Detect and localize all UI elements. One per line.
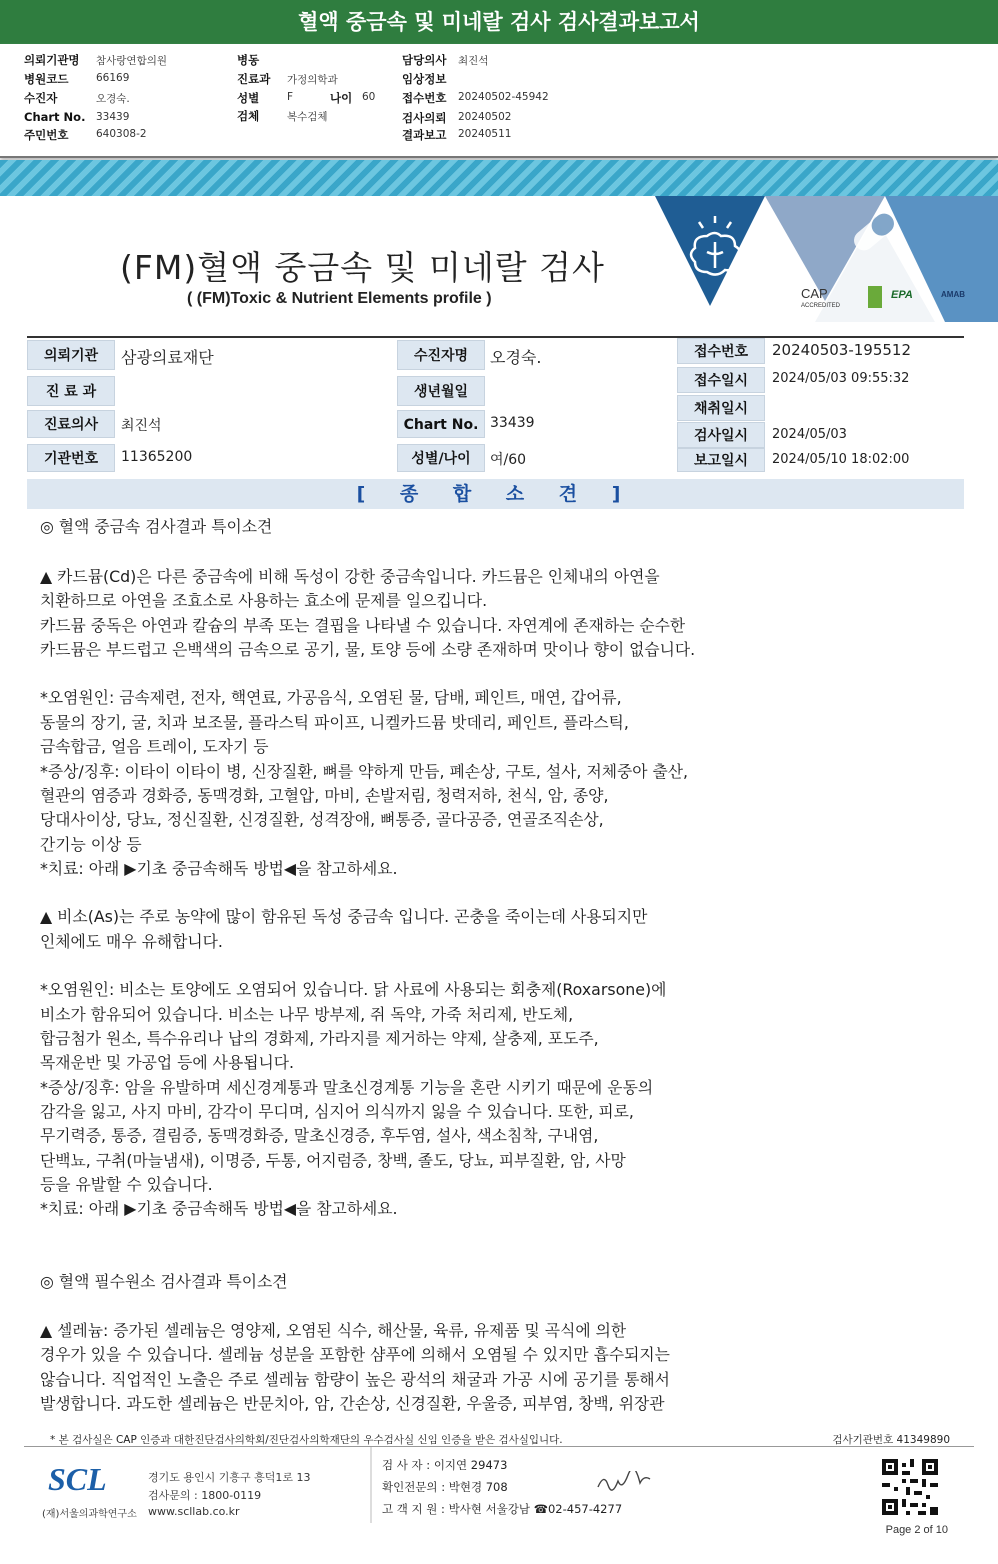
header-value: 복수검체 xyxy=(287,111,328,123)
text-line: 간기능 이상 등 xyxy=(40,835,142,854)
text-line: ▲ 카드뮴(Cd)은 다른 중금속에 비해 독성이 강한 중금속입니다. 카드뮴은 인체내의 아연을 xyxy=(40,567,660,586)
label-sexage: 성별/나이 xyxy=(397,444,485,472)
lab-website: www.scllab.co.kr xyxy=(148,1505,240,1518)
text-line: *치료: 아래 ▶기초 중금속해독 방법◀을 참고하세요. xyxy=(40,859,398,878)
text-line: 비소가 함유되어 있습니다. 비소는 나무 방부제, 쥐 독약, 가죽 처리제, 반도체, xyxy=(40,1005,574,1024)
page-number: Page 2 of 10 xyxy=(885,1524,948,1536)
sexage-value: 여/60 xyxy=(490,452,527,468)
header-label: 주민번호 xyxy=(24,128,69,142)
header-label: 결과보고 xyxy=(402,128,447,142)
header-label: 임상정보 xyxy=(402,72,447,86)
section-heading: ◎ 혈액 필수원소 검사결과 특이소견 xyxy=(40,1272,288,1291)
text-line: 당대사이상, 당뇨, 정신질환, 신경질환, 성격장애, 뼈통증, 골다공증, 연골조직손상, xyxy=(40,810,604,829)
amab-logo: AMAB xyxy=(941,290,965,299)
lab-number: 검사기관번호 41349890 xyxy=(832,1434,950,1446)
text-line: *증상/징후: 이타이 이타이 병, 신장질환, 뼈를 약하게 만듬, 폐손상, 구토, 설사, 저체중아 출산, xyxy=(40,762,689,781)
text-line: 무기력증, 통증, 결림증, 동맥경화증, 말초신경증, 후두염, 설사, 색소침착, 구내염, xyxy=(40,1126,599,1145)
lm-logo xyxy=(868,286,882,308)
header-label: 성별 xyxy=(237,91,260,105)
text-line: 발생합니다. 과도한 셀레늄은 반문치아, 암, 간손상, 신경질환, 우울증, 피부염, 창백, 위장관 xyxy=(40,1394,665,1413)
label-doctor: 진료의사 xyxy=(27,410,115,438)
blue-triangle xyxy=(655,196,765,306)
label-inst-no: 기관번호 xyxy=(27,444,115,472)
qr-code xyxy=(882,1459,938,1515)
text-line: ▲ 셀레늄: 증가된 셀레늄은 영양제, 오염된 식수, 해산물, 육류, 유제품 및 곡식에 의한 xyxy=(40,1321,627,1340)
header-value: 20240502-45942 xyxy=(458,91,549,103)
text-line: 경우가 있을 수 있습니다. 셀레늄 성분을 포함한 샴푸에 의해서 오염될 수 있지만 흡수되지는 xyxy=(40,1345,670,1364)
test-subtitle: ( (FM)Toxic & Nutrient Elements profile ) xyxy=(187,290,492,307)
specialist-info: 확인전문의 : 박현경 708 xyxy=(382,1480,508,1494)
header-label: 나이 xyxy=(330,91,353,105)
text-line: 혈관의 염증과 경화증, 동맥경화, 고혈압, 마비, 손발저림, 청력저하, 천식, 암, 종양, xyxy=(40,786,609,805)
header-label: 검체 xyxy=(237,109,260,123)
header-value: 최진석 xyxy=(458,55,489,67)
scl-logo: SCL xyxy=(48,1461,107,1497)
text-line: *오염원인: 비소는 토양에도 오염되어 있습니다. 닭 사료에 사용되는 회충제(Roxarsone)에 xyxy=(40,980,667,999)
header-value: 66169 xyxy=(96,72,130,84)
header-value: 오경숙. xyxy=(96,93,130,105)
support-info: 고 객 지 원 : 박사현 서울강남 ☎02-457-4277 xyxy=(382,1502,623,1516)
header-value: 가정의학과 xyxy=(287,74,338,86)
header-label: 검사의뢰 xyxy=(402,111,447,125)
header-value: 20240502 xyxy=(458,111,512,123)
label-birth: 생년월일 xyxy=(397,376,485,406)
label-requester: 의뢰기관 xyxy=(27,340,115,370)
test-dt-value: 2024/05/03 xyxy=(772,427,847,442)
text-line: 인체에도 매우 유해합니다. xyxy=(40,932,223,951)
requester-value: 삼광의료재단 xyxy=(121,348,214,367)
header-label: 병원코드 xyxy=(24,72,69,86)
header-label: 병동 xyxy=(237,53,260,67)
patient-value: 오경숙. xyxy=(490,348,542,367)
lab-address: 경기도 용인시 기흥구 흥덕1로 13 xyxy=(148,1471,311,1484)
label-report-dt: 보고일시 xyxy=(677,448,765,472)
footer-notice-row xyxy=(50,1432,950,1447)
chart-value: 33439 xyxy=(490,415,535,431)
text-line: 단백뇨, 구취(마늘냄새), 이명증, 두통, 어지럼증, 창백, 졸도, 당뇨, 피부질환, 암, 사망 xyxy=(40,1151,626,1170)
recv-no-value: 20240503-195512 xyxy=(772,341,912,359)
scl-logo-sub: (재)서울의과학연구소 xyxy=(42,1509,137,1520)
accreditation-notice: * 본 검사실은 CAP 인증과 대한진단검사의학회/진단검사의학재단의 우수검사실 신임 인증을 받은 검사실입니다. xyxy=(50,1434,563,1446)
header-value: 60 xyxy=(362,91,376,103)
header-value: 33439 xyxy=(96,111,130,123)
cap-logo: CAP xyxy=(801,286,828,301)
text-line: ▲ 비소(As)는 주로 농약에 많이 함유된 독성 중금속 입니다. 곤충을 죽이는데 사용되지만 xyxy=(40,907,648,926)
text-line: 목재운반 및 가공업 등에 사용됩니다. xyxy=(40,1053,295,1072)
doctor-value: 최진석 xyxy=(121,418,162,434)
text-line: 감각을 잃고, 사지 마비, 감각이 무디며, 심지어 의식까지 잃을 수 있습니다. 또한, 피로, xyxy=(40,1102,634,1121)
header-label: 의뢰기관명 xyxy=(24,53,80,67)
recv-dt-value: 2024/05/03 09:55:32 xyxy=(772,371,910,386)
tester-info: 검 사 자 : 이지연 29473 xyxy=(382,1458,508,1472)
label-recv-no: 접수번호 xyxy=(677,338,765,364)
text-line: 카드뮴 중독은 아연과 칼슘의 부족 또는 결핍을 나타낼 수 있습니다. 자연계에 존재하는 순수한 xyxy=(40,616,686,635)
cap-sub: ACCREDITED xyxy=(801,303,841,309)
test-title: (FM)혈액 중금속 및 미네랄 검사 xyxy=(120,248,605,287)
text-line: *치료: 아래 ▶기초 중금속해독 방법◀을 참고하세요. xyxy=(40,1199,398,1218)
text-line: 등을 유발할 수 있습니다. xyxy=(40,1175,213,1194)
text-line: 않습니다. 직업적인 노출은 주로 셀레늄 함량이 높은 광석의 채굴과 가공 시에 공기를 통해서 xyxy=(40,1370,670,1389)
inst-no-value: 11365200 xyxy=(121,449,193,465)
text-line: 합금첨가 원소, 특수유리나 납의 경화제, 가라지를 제거하는 약제, 살충제, 포도주, xyxy=(40,1029,599,1048)
text-line: 동물의 장기, 굴, 치과 보조물, 플라스틱 파이프, 니켈카드뮴 밧데리, 페인트, 플라스틱, xyxy=(40,713,629,732)
header-value: 참사랑연합의원 xyxy=(96,55,168,67)
header-graphic xyxy=(655,196,998,322)
label-recv-dt: 접수일시 xyxy=(677,367,765,393)
header-value: 640308-2 xyxy=(96,128,147,140)
summary-heading: [ 종 합 소 견 ] xyxy=(27,479,964,509)
text-line: 치환하므로 아연을 조효소로 사용하는 효소에 문제를 일으킵니다. xyxy=(40,591,488,610)
signature xyxy=(594,1471,654,1495)
section-heading: ◎ 혈액 중금속 검사결과 특이소견 xyxy=(40,517,273,536)
decorative-stripe-band xyxy=(0,160,998,196)
header-label: 담당의사 xyxy=(402,53,447,67)
lab-inquiry: 검사문의 : 1800-0119 xyxy=(148,1489,262,1502)
label-chart: Chart No. xyxy=(397,410,485,438)
header-label: 접수번호 xyxy=(402,91,447,105)
report-dt-value: 2024/05/10 18:02:00 xyxy=(772,452,910,467)
text-line: 금속합금, 얼음 트레이, 도자기 등 xyxy=(40,737,269,756)
header-label: Chart No. xyxy=(24,110,86,124)
header-value: F xyxy=(287,91,294,103)
header-value: 20240511 xyxy=(458,128,512,140)
text-line: *오염원인: 금속제련, 전자, 핵연료, 가공음식, 오염된 물, 담배, 페인트, 매연, 갑어류, xyxy=(40,688,622,707)
label-patient: 수진자명 xyxy=(397,340,485,370)
report-title: 혈액 중금속 및 미네랄 검사 검사결과보고서 xyxy=(0,0,998,44)
label-coll: 채취일시 xyxy=(677,395,765,421)
label-test-dt: 검사일시 xyxy=(677,422,765,448)
header-label: 수진자 xyxy=(24,91,58,105)
epa-logo: EPA xyxy=(891,289,913,301)
header-label: 진료과 xyxy=(237,72,271,86)
report-header xyxy=(0,44,998,158)
footer xyxy=(24,1446,974,1541)
label-dept: 진 료 과 xyxy=(27,376,115,406)
text-line: 카드뮴은 부드럽고 은백색의 금속으로 공기, 물, 토양 등에 소량 존재하며 맛이나 향이 없습니다. xyxy=(40,640,696,659)
patient-info-table xyxy=(27,336,964,472)
text-line: *증상/징후: 암을 유발하며 세신경계통과 말초신경계통 기능을 혼란 시키기 때문에 운동의 xyxy=(40,1078,654,1097)
